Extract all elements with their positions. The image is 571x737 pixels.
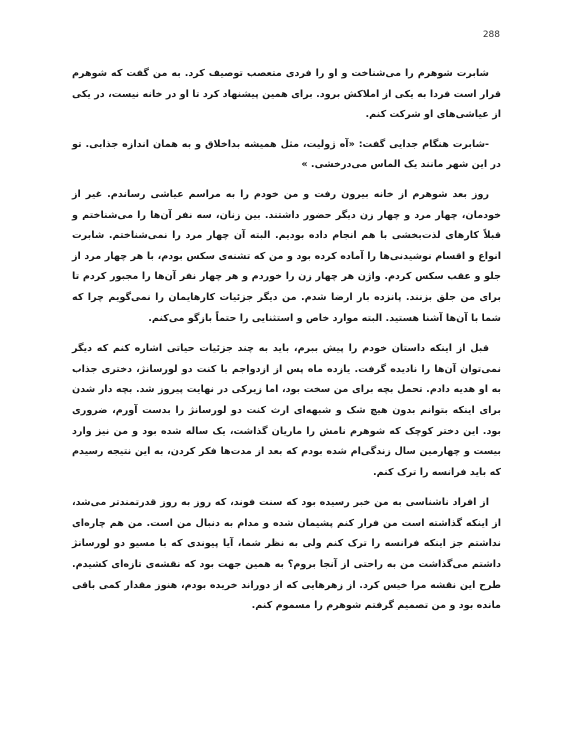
paragraph-3: روز بعد شوهرم از خانه بیرون رفت و من خودم را به مراسم عیاشی رساندم. غیر از خودمان، چهار مرد و چهار زن دیگر حضور داشتند. بین زنان، سه نفر آن‌ها را می‌شناختم و قبلاً کارهای لذت‌بخشی با هم انجام داده بودیم. البته آن چهار مرد را نمی‌شناختم. شابرت انواع و اقسام نوشیدنی‌ها را آماده کرده بود و من که تشنه‌ی سکس بودم، با هر چهار مرد از جلو و عقب سکس کردم. واژن هر چهار زن را خوردم و هر چهار نفر آن‌ها را مجبور کردم تا برای من جلق بزنند. پانزده بار ارضا شدم. من دیگر جزئیات کارهایمان را نمی‌گویم چرا که شما با آن‌ها آشنا هستید. البته موارد خاص و استثنایی را حتماً بازگو می‌کنم. <box>72 188 501 324</box>
text-body <box>72 64 501 617</box>
paragraph-5: از افراد ناشناسی به من خبر رسیده بود که سنت فوند، که روز به روز قدرتمندتر می‌شد، از اینکه گذاشته است من فرار کنم پشیمان شده و مدام به دنبال من است. من هم چاره‌ای نداشتم جز اینکه فرانسه را ترک کنم ولی به نظر شما، آیا پیوندی که با مسیو دو لورسانژ داشتم می‌گذاشت من به راحتی از آنجا بروم؟ به همین جهت بود که نقشه‌ی تازه‌ای کشیدم. طرح این نقشه مرا خیس کرد. از زهرهایی که از دوراند خریده بودم، هنوز مقدار کمی باقی مانده بود و من تصمیم گرفتم شوهرم را مسموم کنم. <box>72 497 501 612</box>
paragraph-4: قبل از اینکه داستان خودم را پیش ببرم، باید به چند جزئیات حیاتی اشاره کنم که دیگر نمی‌توان آن‌ها را نادیده گرفت. یازده ماه پس از ازدواجم با کنت دو لورسانژ، دختری جذاب به او هدیه دادم. تحمل بچه برای من سخت بود، اما زیرکی در نهایت پیروز شد. بچه دار شدن برای اینکه بتوانم بدون هیچ شک و شبهه‌ای ارث کنت دو لورسانژ را بدست آورم، ضروری بود. این دختر کوچک که شوهرم نامش را ماریان گذاشت، یک ساله شده بود و من نیز وارد بیست و چهارمین سال زندگی‌ام شده بودم که بعد از مدت‌ها فکر کردن، به این نتیجه رسیدم که باید فرانسه را ترک کنم. <box>72 343 501 478</box>
paragraph-1: شابرت شوهرم را می‌شناخت و او را فردی متعصب توصیف کرد. به من گفت که شوهرم قرار است فردا به یکی از املاکش برود. برای همین پیشنهاد کرد تا او در خانه نیست، در یکی از عیاشی‌های او شرکت کنم. <box>72 68 501 121</box>
paragraph-2: -شابرت هنگام جدایی گفت: «آه ژولیت، مثل همیشه بداخلاق و به همان اندازه جذابی. تو در این شهر مانند یک الماس می‌درخشی. » <box>72 138 501 171</box>
page-number: 288 <box>482 30 500 40</box>
